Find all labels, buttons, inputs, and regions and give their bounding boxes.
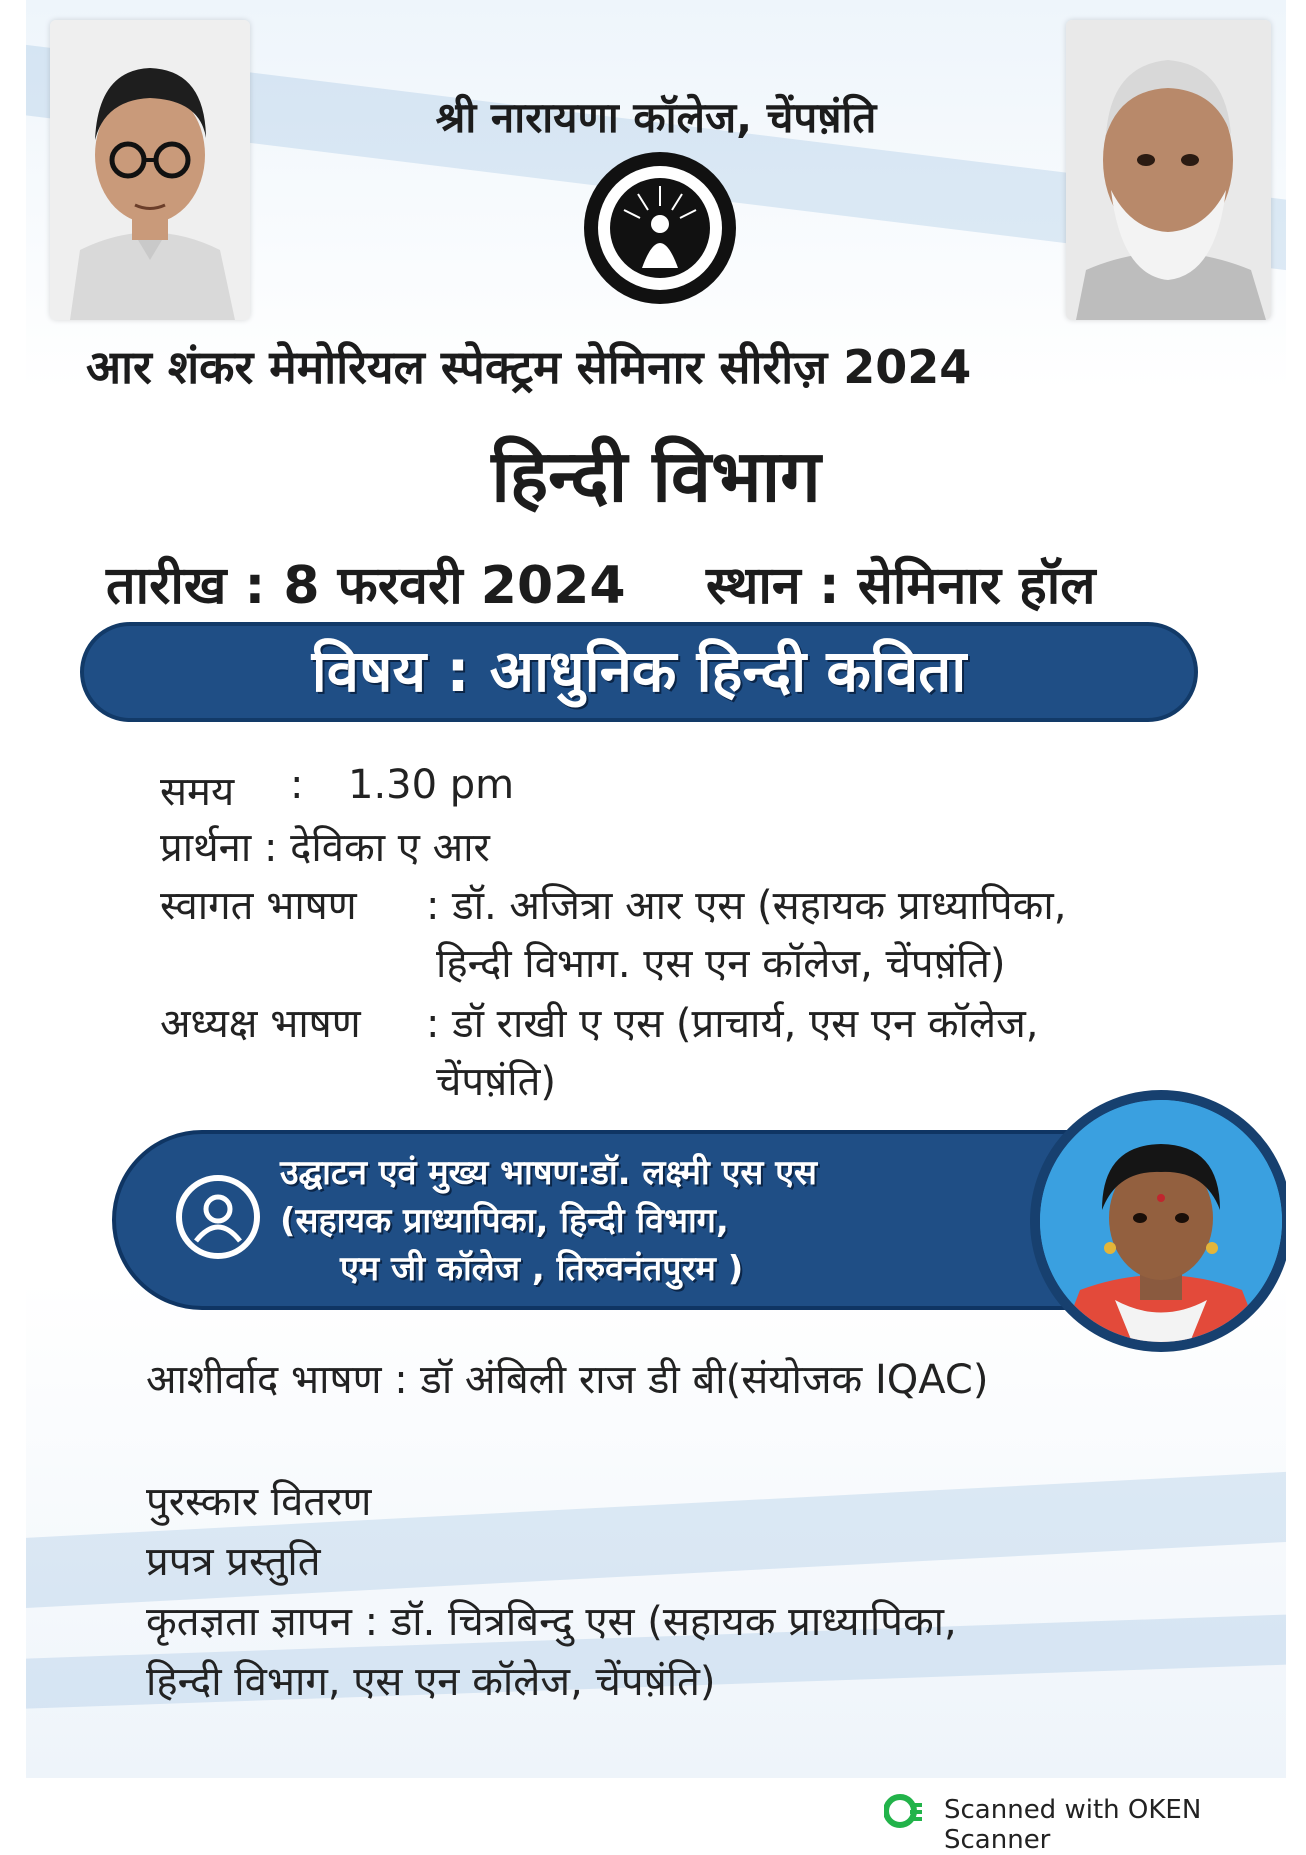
chief-guest-line-2: (सहायक प्राध्यापिका, हिन्दी विभाग, <box>280 1201 729 1241</box>
seminar-poster <box>26 0 1286 1778</box>
welcome-line-2: हिन्दी विभाग. एस एन कॉलेज, चेंपष़ंति) <box>436 941 1006 987</box>
presidential-line-2: चेंपष़ंति) <box>436 1059 557 1105</box>
seminar-series-title: आर शंकर मेमोरियल स्पेक्ट्रम सेमिनार सीरीज़ 2024 <box>86 340 972 394</box>
portrait-man-glasses <box>50 20 250 320</box>
time-value: 1.30 pm <box>348 762 515 808</box>
chief-guest-line-3: एम जी कॉलेज , तिरुवनंतपुरम ) <box>340 1249 744 1289</box>
thanks-line-1: कृतज्ञता ज्ञापन : डॉ. चित्रबिन्दु एस (सहायक प्राध्यापिका, <box>146 1599 957 1645</box>
chief-guest-line-1: उद्घाटन एवं मुख्य भाषण:डॉ. लक्ष्मी एस एस <box>280 1153 817 1193</box>
welcome-line-1: : डॉ. अजित्रा आर एस (सहायक प्राध्यापिका, <box>426 883 1067 929</box>
paper-line: प्रपत्र प्रस्तुति <box>146 1539 321 1585</box>
college-emblem-icon <box>580 148 740 308</box>
topic-banner: विषय : आधुनिक हिन्दी कविता <box>80 622 1198 722</box>
award-line: पुरस्कार वितरण <box>146 1479 372 1525</box>
time-label: समय <box>160 769 235 815</box>
portrait-elder-man <box>1066 20 1271 320</box>
prayer-line: प्रार्थना : देविका ए आर <box>160 825 490 871</box>
department-title: हिन्दी विभाग <box>491 434 821 518</box>
chief-guest-photo <box>1030 1090 1286 1352</box>
scanner-watermark: Scanned with OKEN Scanner <box>944 1795 1202 1855</box>
time-sep: : <box>290 762 304 808</box>
welcome-label: स्वागत भाषण <box>160 883 357 929</box>
venue-line: स्थान : सेमिनार हॉल <box>706 556 1096 616</box>
right-portrait <box>1066 20 1271 320</box>
presidential-label: अध्यक्ष भाषण <box>160 1001 361 1047</box>
user-icon <box>176 1175 260 1259</box>
college-name: श्री नारायणा कॉलेज, चेंपष़ंति <box>435 93 877 142</box>
date-line: तारीख : 8 फरवरी 2024 <box>106 556 626 616</box>
left-portrait <box>50 20 250 320</box>
blessing-line: आशीर्वाद भाषण : डॉ अंबिली राज डी बी(संयोजक IQAC) <box>146 1357 989 1403</box>
scanner-logo-icon <box>884 1793 924 1829</box>
thanks-line-2: हिन्दी विभाग, एस एन कॉलेज, चेंपष़ंति) <box>146 1659 716 1705</box>
presidential-line-1: : डॉ राखी ए एस (प्राचार्य, एस एन कॉलेज, <box>426 1001 1039 1047</box>
